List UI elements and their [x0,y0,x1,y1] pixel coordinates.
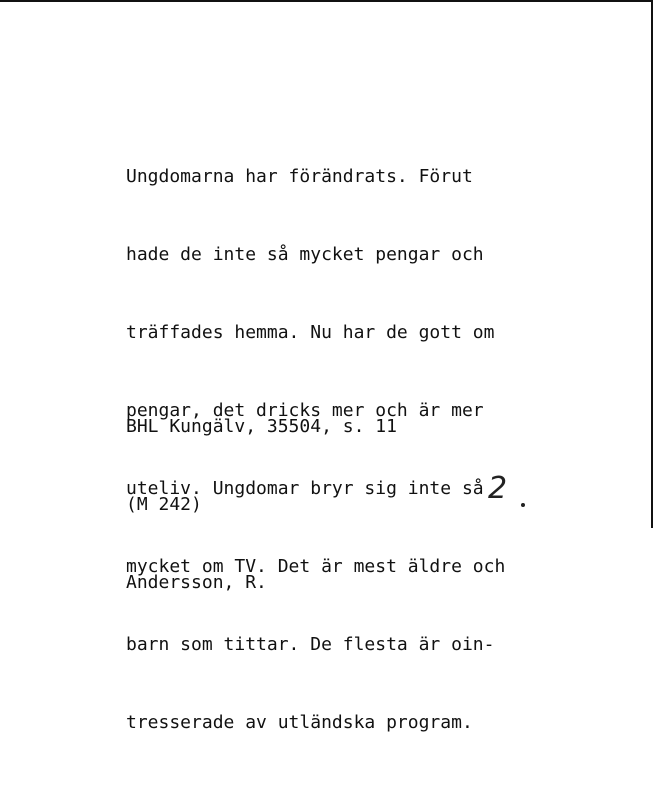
paragraph-line: uteliv. Ungdomar bryr sig inte så [126,478,484,499]
reference-block [126,362,397,648]
reference-code: (M 242) [126,494,202,515]
paragraph-line: hade de inte så mycket pengar och [126,244,484,265]
paragraph-line: mycket om TV. Det är mest äldre och [126,556,506,577]
paragraph-line: Ungdomarna har förändrats. Förut [126,166,473,187]
paragraph-line: tresserade av utländska program. [126,712,473,733]
page-number-dot [521,503,525,507]
paragraph-line: barn som tittar. De flesta är oin- [126,634,495,655]
paragraph-line: träffades hemma. Nu har de gott om [126,322,495,343]
handwritten-page-number: 2 [488,471,508,506]
reference-author: Andersson, R. [126,572,267,593]
card-top-border [0,0,653,2]
paragraph-line: pengar, det dricks mer och är mer [126,400,484,421]
reference-source: BHL Kungälv, 35504, s. 11 [126,416,397,437]
